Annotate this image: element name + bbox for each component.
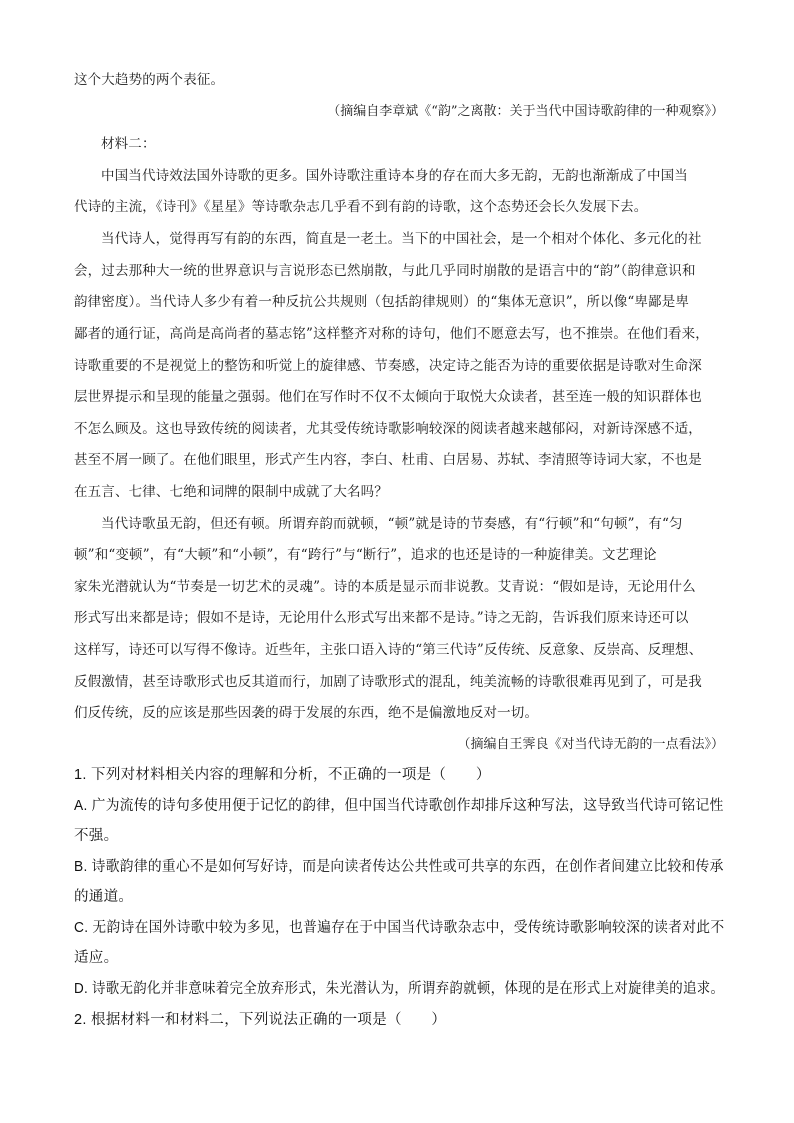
paragraph-line: 诗歌重要的不是视觉上的整饬和听觉上的旋律感、节奏感，决定诗之能否为诗的重要依据是诗歌对生命深 (74, 358, 702, 374)
paragraph-line: 代诗的主流，《诗刊》《星星》等诗歌杂志几乎看不到有韵的诗歌，这个态势还会长久发展下去。 (74, 199, 648, 215)
source-citation-1: （摘编自李章斌《“韵”之离散：关于当代中国诗歌韵律的一种观察》） (327, 104, 724, 119)
paragraph-line: 当代诗歌虽无韵，但还有顿。所谓弃韵而就顿，“顿”就是诗的节奏感，有“行顿”和“句顿”，有“匀 (101, 516, 683, 532)
paragraph-line: 当代诗人，觉得再写有韵的东西，简直是一老土。当下的中国社会，是一个相对个体化、多元化的社 (101, 231, 702, 247)
paragraph-line: 们反传统，反的应该是那些因袭的碍于发展的东西，绝不是偏激地反对一切。 (74, 705, 539, 721)
question-stem: 1. 下列对材料相关内容的理解和分析，不正确的一项是（ ） (74, 767, 491, 783)
option-a: A. 广为流传的诗句多使用便于记忆的韵律，但中国当代诗歌创作却排斥这种写法，这导致当代诗可铭记性 (74, 798, 724, 814)
question-2-stem: 2. 根据材料一和材料二，下列说法正确的一项是（ ） (74, 1012, 447, 1028)
option-b: B. 诗歌韵律的重心不是如何写好诗，而是向读者传达公共性或可共享的东西，在创作者间建立比较和传承 (74, 859, 724, 875)
paragraph-line: 层世界提示和呈现的能量之强弱。他们在写作时不仅不太倾向于取悦大众读者，甚至连一般的知识群体也 (74, 389, 702, 405)
paragraph-line: 家朱光潜就认为“节奏是一切艺术的灵魂”。诗的本质是显示而非说教。艾青说：“假如是诗，无论用什么 (74, 579, 696, 595)
paragraph-line: 在五言、七律、七绝和词牌的限制中成就了大名吗？ (74, 484, 388, 500)
paragraph-line: 会，过去那种大一统的世界意识与言说形态已然崩散，与此几乎同时崩散的是语言中的“韵”（韵律意识和 (74, 263, 696, 279)
option-c-continued: 适应。 (74, 950, 119, 966)
paragraph-line: 这样写，诗还可以写得不像诗。近些年，主张口语入诗的“第三代诗”反传统、反意象、反崇高、反理想、 (74, 642, 703, 658)
source-citation-2: （摘编自王霁良《对当代诗无韵的一点看法》） (457, 737, 724, 752)
paragraph-line: 形式写出来都是诗；假如不是诗，无论用什么形式写出来都不是诗。”诗之无韵，告诉我们原来诗还可以 (74, 610, 689, 626)
paragraph-line: 顿”和“变顿”，有“大顿”和“小顿”，有“跨行”与“断行”，追求的也还是诗的一种旋律美。文艺理论 (74, 547, 657, 563)
option-d: D. 诗歌无韵化并非意味着完全放弃形式，朱光潜认为，所谓弃韵就顿，体现的是在形式上对旋律美的追求。 (74, 981, 725, 997)
paragraph-line: 中国当代诗效法国外诗歌的更多。国外诗歌注重诗本身的存在而大多无韵，无韵也渐渐成了中国当 (101, 168, 688, 184)
paragraph-line: 韵律密度）。当代诗人多少有着一种反抗公共规则（包括韵律规则）的“集体无意识”，所以像“卑鄙是卑 (74, 294, 690, 310)
paragraph-line: 不怎么顾及。这也导致传统的阅读者，尤其受传统诗歌影响较深的阅读者越来越郁闷，对新诗深感不适， (74, 421, 702, 437)
option-c: C. 无韵诗在国外诗歌中较为多见，也普遍存在于中国当代诗歌杂志中，受传统诗歌影响较深的读者对此不 (74, 920, 725, 936)
material2-heading: 材料二： (101, 136, 156, 152)
paragraph-line: 鄙者的通行证，高尚是高尚者的墓志铭”这样整齐对称的诗句，他们不愿意去写，也不推崇。在他们看来， (74, 326, 709, 342)
material1-tail: 这个大趋势的两个表征。 (74, 72, 225, 88)
option-b-continued: 的通道。 (74, 889, 134, 905)
option-a-continued: 不强。 (74, 828, 119, 844)
paragraph-line: 甚至不屑一顾了。在他们眼里，形式产生内容，李白、杜甫、白居易、苏轼、李清照等诗词大家，不也是 (74, 452, 702, 468)
paragraph-line: 反假激情，甚至诗歌形式也反其道而行，加剧了诗歌形式的混乱，纯美流畅的诗歌很难再见到了，可是我 (74, 674, 702, 690)
